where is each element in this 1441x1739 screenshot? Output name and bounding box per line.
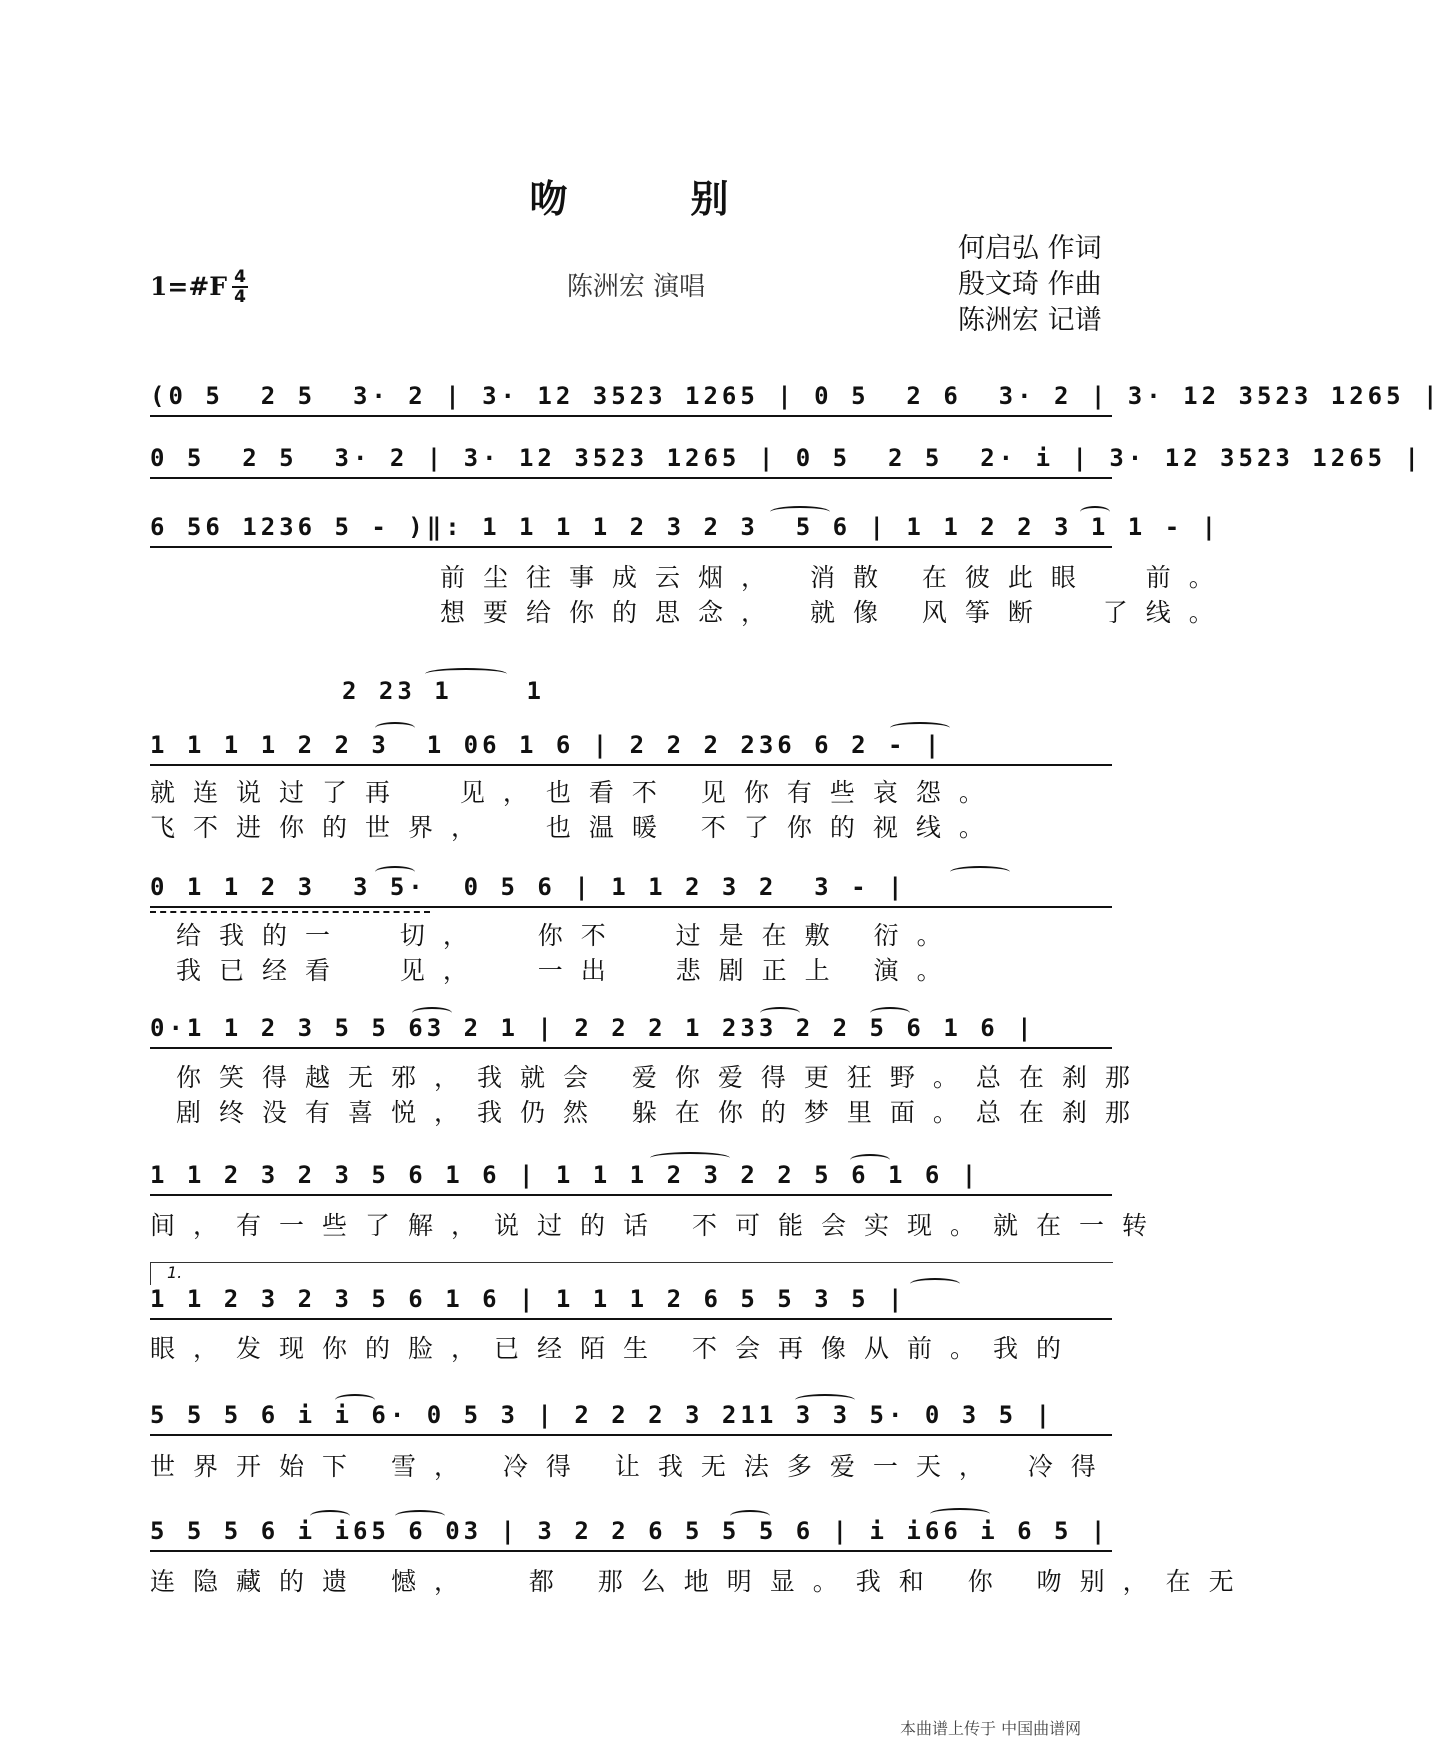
score-row-1: [150, 381, 1441, 441]
lyrics-row-4-verse-1: 就连说过了再 见，也看不 见你有些哀怨。: [150, 778, 1002, 807]
composer-credit: 殷文琦 作曲: [958, 269, 1102, 300]
notes-row-9: 5 5 5 6 i i 6· 0 5 3 | 2 2 2 3 211 3 3 5· 0 3 5 |: [150, 1401, 1055, 1429]
notes-row-7: 1 1 2 3 2 3 5 6 1 6 | 1 1 1 2 3 2 2 5 6 1 6 |: [150, 1161, 981, 1189]
time-signature-top: 4: [234, 267, 246, 287]
lyrics-row-5-verse-1: 给我的一 切， 你不 过是在敷 衍。: [150, 921, 960, 950]
lyrics-row-3-verse-2: 想要给你的思念， 就像 风筝断 了线。: [440, 598, 1232, 627]
volta-bracket: [150, 1262, 1113, 1285]
key-signature: 1=#F: [150, 272, 228, 301]
lyrics-row-10-verse-1: 连隐藏的遗 憾， 都 那么地明显。我和 你 吻别，在无: [150, 1567, 1252, 1596]
singer-credit: 陈洲宏 演唱: [566, 272, 706, 302]
lyricist-credit: 何启弘 作词: [958, 233, 1102, 264]
score-row-2: [150, 443, 1423, 503]
notes-row-10: 5 5 5 6 i i65 6 03 | 3 2 2 6 5 5 5 6 | i i66 i 6 5 |: [150, 1517, 1110, 1545]
time-signature-bottom: 4: [234, 287, 246, 307]
watermark: 本曲谱上传于 中国曲谱网: [900, 1719, 1082, 1738]
lyrics-row-4-verse-2: 飞不进你的世界， 也温暖 不了你的视线。: [150, 813, 1002, 842]
page-title: 吻 别: [529, 176, 743, 221]
notes-row-1: (0 5 2 5 3· 2 | 3· 12 3523 1265 | 0 5 2 6 3· 2 | 3· 12 3523 1265 |: [150, 382, 1441, 410]
lyrics-row-7-verse-1: 间，有一些了解，说过的话 不可能会实现。就在一转: [150, 1211, 1165, 1240]
lyrics-row-5-verse-2: 我已经看 见， 一出 悲剧正上 演。: [150, 956, 960, 985]
notes-row-2: 0 5 2 5 3· 2 | 3· 12 3523 1265 | 0 5 2 5 2· i | 3· 12 3523 1265 |: [150, 444, 1423, 472]
notes-row-6: 0·1 1 2 3 5 5 63 2 1 | 2 2 2 1 233 2 2 5 6 1 6 |: [150, 1014, 1036, 1042]
lyrics-row-6-verse-1: 你笑得越无邪，我就会 爱你爱得更狂野。总在刹那: [150, 1063, 1148, 1092]
notes-row-3: 6 56 1236 5 - )‖: 1 1 1 1 2 3 2 3 5 6 | 1 1 2 2 3 1 1 - |: [150, 513, 1221, 541]
grace-notes-row-4: 2 23 1 1: [342, 677, 545, 705]
lyrics-row-8-verse-1: 眼，发现你的脸，已经陌生 不会再像从前。我的: [150, 1334, 1079, 1363]
lyrics-row-6-verse-2: 剧终没有喜悦，我仍然 躲在你的梦里面。总在刹那: [150, 1098, 1148, 1127]
transcriber-credit: 陈洲宏 记谱: [958, 305, 1102, 336]
volta-label: 1.: [167, 1263, 183, 1282]
lyrics-row-3-verse-1: 前尘往事成云烟， 消散 在彼此眼 前。: [440, 563, 1232, 592]
notes-row-5: 0 1 1 2 3 3 5· 0 5 6 | 1 1 2 3 2 3 - |: [150, 873, 907, 901]
notes-row-8: 1 1 2 3 2 3 5 6 1 6 | 1 1 1 2 6 5 5 3 5 |: [150, 1285, 907, 1313]
lyrics-row-9-verse-1: 世界开始下 雪， 冷得 让我无法多爱一天， 冷得: [150, 1452, 1114, 1481]
notes-row-4: 1 1 1 1 2 2 3 1 06 1 6 | 2 2 2 236 6 2 - |: [150, 731, 944, 759]
